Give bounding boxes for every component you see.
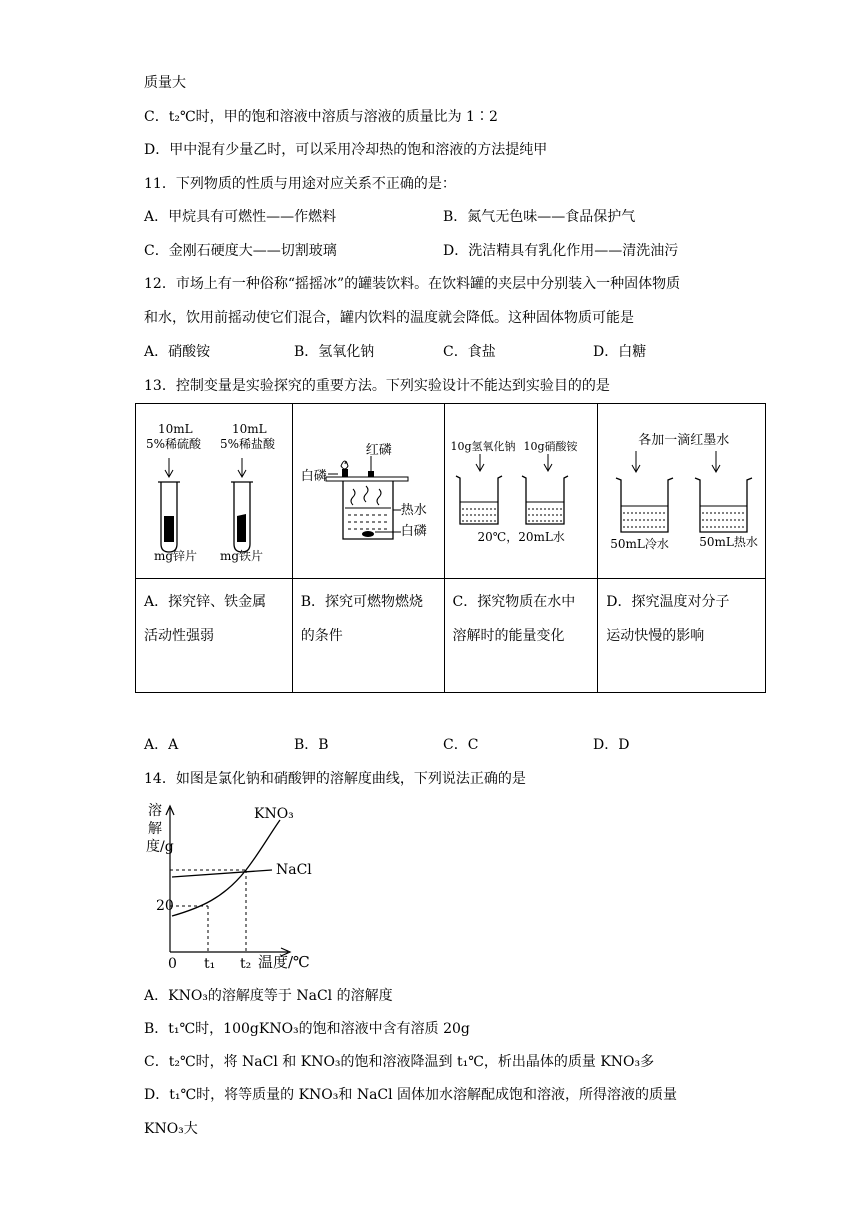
x-tick-0: 0 bbox=[168, 956, 177, 972]
q11-option-b: B．氮气无色味——食品保护气 bbox=[443, 209, 636, 225]
q12-option-b: B．氢氧化钠 bbox=[294, 344, 375, 360]
iron-strip bbox=[237, 514, 246, 542]
x-axis-label: 温度/℃ bbox=[258, 953, 310, 971]
solid1-label: 10g氢氧化钠 bbox=[450, 440, 516, 453]
metal1-label: mg锌片 bbox=[154, 549, 198, 563]
q13-stem: 13．控制变量是实验探究的重要方法。下列实验设计不能达到实验目的的是 bbox=[144, 378, 610, 394]
figure-b-cell bbox=[292, 404, 444, 579]
q12-option-a: A．硝酸铵 bbox=[144, 344, 211, 360]
figure-d-cell bbox=[598, 404, 766, 579]
dissolution-diagram bbox=[445, 404, 599, 578]
acid2-name: 5%稀盐酸 bbox=[220, 437, 276, 451]
q13-option-d: D．D bbox=[593, 737, 630, 753]
diffusion-diagram bbox=[598, 404, 766, 578]
q13-option-c: C．C bbox=[443, 737, 479, 753]
q11-stem: 11．下列物质的性质与用途对应关系不正确的是： bbox=[144, 176, 456, 192]
water-condition-label: 20℃，20mL水 bbox=[477, 530, 565, 544]
q14-stem: 14．如图是氯化钠和硝酸钾的溶解度曲线，下列说法正确的是 bbox=[144, 771, 526, 787]
solid2-label: 10g硝酸铵 bbox=[523, 440, 578, 453]
acid1-name: 5%稀硫酸 bbox=[146, 437, 202, 451]
caption-d: D．探究温度对分子 运动快慢的影响 bbox=[598, 579, 766, 693]
combustion-diagram bbox=[293, 404, 445, 578]
hot-water-label: 热水 bbox=[400, 503, 427, 518]
q14-option-d-line2: KNO₃大 bbox=[144, 1121, 198, 1137]
y-tick-20: 20 bbox=[156, 898, 174, 914]
q10-tail-line: 质量大 bbox=[144, 75, 186, 91]
q10-option-d: D．甲中混有少量乙时，可以采用冷却热的饱和溶液的方法提纯甲 bbox=[144, 142, 548, 158]
q12-stem-line2: 和水，饮用前摇动使它们混合，罐内饮料的温度就会降低。这种固体物质可能是 bbox=[144, 310, 634, 326]
white-phosphorus-top-label: 白磷 bbox=[300, 469, 327, 484]
kno3-curve bbox=[172, 820, 280, 916]
acid2-volume: 10mL bbox=[232, 422, 267, 436]
q11-option-c: C．金刚石硬度大——切割玻璃 bbox=[144, 243, 337, 259]
x-tick-t1: t₁ bbox=[204, 956, 216, 972]
red-ink-label: 各加一滴红墨水 bbox=[638, 433, 730, 448]
hot-water-beaker-label: 50mL热水 bbox=[699, 535, 758, 549]
cold-water-label: 50mL冷水 bbox=[610, 537, 669, 551]
zinc-strip bbox=[164, 516, 174, 542]
nacl-line bbox=[172, 870, 272, 877]
q13-experiment-table bbox=[135, 403, 766, 693]
q12-option-d: D．白糖 bbox=[593, 344, 647, 360]
caption-c: C．探究物质在水中 溶解时的能量变化 bbox=[444, 579, 598, 693]
metal2-label: mg铁片 bbox=[220, 549, 264, 563]
caption-b: B．探究可燃物燃烧 的条件 bbox=[292, 579, 444, 693]
q11-option-a: A．甲烷具有可燃性——作燃料 bbox=[144, 209, 337, 225]
q14-option-b: B．t₁℃时，100gKNO₃的饱和溶液中含有溶质 20g bbox=[144, 1021, 470, 1037]
q10-option-c: C．t₂℃时，甲的饱和溶液中溶质与溶液的质量比为 1∶2 bbox=[144, 109, 498, 125]
q12-stem-line1: 12．市场上有一种俗称“摇摇冰”的罐装饮料。在饮料罐的夹层中分别装入一种固体物质 bbox=[144, 276, 681, 292]
q14-option-d-line1: D．t₁℃时，将等质量的 KNO₃和 NaCl 固体加水溶解配成饱和溶液，所得溶液的质量 bbox=[144, 1087, 678, 1103]
acid1-volume: 10mL bbox=[158, 422, 193, 436]
kno3-series-label: KNO₃ bbox=[254, 806, 294, 822]
figure-c-cell bbox=[444, 404, 598, 579]
q14-option-c: C．t₂℃时，将 NaCl 和 KNO₃的饱和溶液降温到 t₁℃，析出晶体的质量 KNO₃多 bbox=[144, 1054, 655, 1070]
caption-a: A．探究锌、铁金属 活动性强弱 bbox=[136, 579, 293, 693]
solubility-chart bbox=[142, 802, 312, 974]
figure-a-cell bbox=[136, 404, 293, 579]
q13-option-b: B．B bbox=[294, 737, 329, 753]
white-phosphorus-bottom-label: 白磷 bbox=[400, 524, 427, 539]
q12-option-c: C．食盐 bbox=[443, 344, 496, 360]
x-tick-t2: t₂ bbox=[240, 956, 252, 972]
q14-option-a: A．KNO₃的溶解度等于 NaCl 的溶解度 bbox=[144, 988, 393, 1004]
red-phosphorus-label: 红磷 bbox=[365, 443, 392, 458]
q11-option-d: D．洗洁精具有乳化作用——清洗油污 bbox=[443, 243, 679, 259]
solubility-chart-svg bbox=[142, 802, 312, 974]
nacl-series-label: NaCl bbox=[276, 862, 312, 878]
y-axis-label: 溶解度/g bbox=[146, 803, 174, 855]
q13-option-a: A．A bbox=[144, 737, 179, 753]
